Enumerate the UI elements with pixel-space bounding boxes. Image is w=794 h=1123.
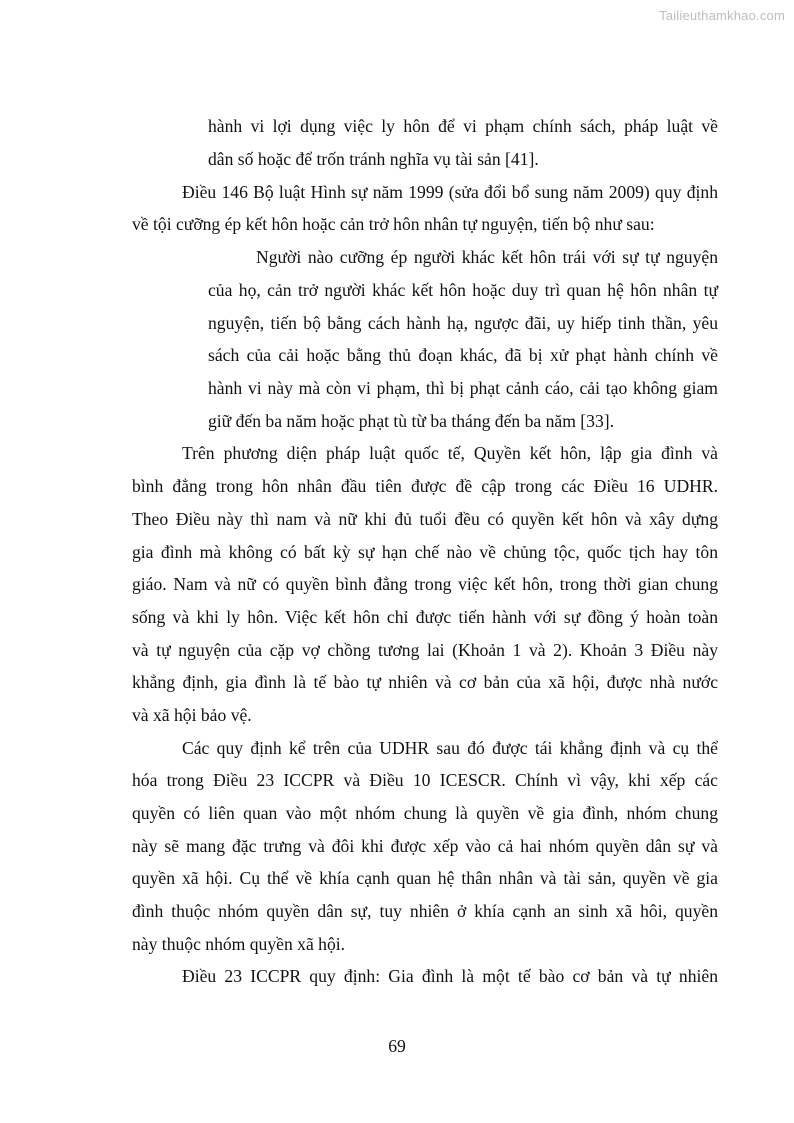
quote-line: giữ đến ba năm hoặc phạt tù từ ba tháng đến ba năm [33]. bbox=[208, 411, 615, 431]
text-line: Điều 23 ICCPR quy định: Gia đình là một tế bào cơ bản và tự nhiên bbox=[182, 966, 718, 986]
text-line: này thuộc nhóm quyền xã hội. bbox=[132, 934, 346, 954]
text-line: dân số hoặc để trốn tránh nghĩa vụ tài sản [41]. bbox=[208, 149, 539, 169]
text-line: bình đẳng trong hôn nhân đầu tiên được đề cập trong các Điều 16 UDHR. bbox=[132, 476, 718, 496]
text-line: gia đình mà không có bất kỳ sự hạn chế nào về chủng tộc, quốc tịch hay tôn bbox=[132, 542, 718, 562]
text-line: hóa trong Điều 23 ICCPR và Điều 10 ICESCR. Chính vì vậy, khi xếp các bbox=[132, 770, 718, 790]
text-line: đình thuộc nhóm quyền dân sự, tuy nhiên ở khía cạnh an sinh xã hôi, quyền bbox=[132, 901, 718, 921]
quote-line: sách của cải hoặc bằng thủ đoạn khác, đã bị xử phạt hành chính về bbox=[208, 345, 718, 365]
quote-line: hành vi này mà còn vi phạm, thì bị phạt cảnh cáo, cải tạo không giam bbox=[208, 378, 718, 398]
quote-line: nguyện, tiến bộ bằng cách hành hạ, ngược đãi, uy hiếp tinh thần, yêu bbox=[208, 313, 718, 333]
text-line: sống và khi ly hôn. Việc kết hôn chỉ được tiến hành với sự đồng ý hoàn toàn bbox=[132, 607, 718, 627]
text-line: khẳng định, gia đình là tế bào tự nhiên và cơ bản của xã hội, được nhà nước bbox=[132, 672, 718, 692]
text-line: Trên phương diện pháp luật quốc tế, Quyền kết hôn, lập gia đình và bbox=[182, 443, 718, 463]
text-line: hành vi lợi dụng việc ly hôn để vi phạm chính sách, pháp luật về bbox=[208, 116, 718, 136]
watermark: Tailieuthamkhao.com bbox=[659, 8, 785, 23]
text-line: quyền xã hội. Cụ thể về khía cạnh quan hệ thân nhân và tài sản, quyền về gia bbox=[132, 868, 718, 888]
text-line: Điều 146 Bộ luật Hình sự năm 1999 (sửa đổi bổ sung năm 2009) quy định bbox=[182, 182, 718, 202]
text-line: quyền có liên quan vào một nhóm chung là quyền về gia đình, nhóm chung bbox=[132, 803, 718, 823]
text-line: Theo Điều này thì nam và nữ khi đủ tuổi đều có quyền kết hôn và xây dựng bbox=[132, 509, 718, 529]
text-line: Các quy định kể trên của UDHR sau đó được tái khẳng định và cụ thể bbox=[182, 738, 718, 758]
text-line: về tội cưỡng ép kết hôn hoặc cản trở hôn nhân tự nguyện, tiến bộ như sau: bbox=[132, 214, 655, 234]
text-line: và tự nguyện của cặp vợ chồng tương lai (Khoản 1 và 2). Khoản 3 Điều này bbox=[132, 640, 718, 660]
quote-line: của họ, cản trở người khác kết hôn hoặc duy trì quan hệ hôn nhân tự bbox=[208, 280, 718, 300]
text-line: giáo. Nam và nữ có quyền bình đẳng trong việc kết hôn, trong thời gian chung bbox=[132, 574, 718, 594]
page-number: 69 bbox=[388, 1036, 406, 1056]
quote-line: Người nào cưỡng ép người khác kết hôn trái với sự tự nguyện bbox=[256, 247, 718, 267]
text-line: và xã hội bảo vệ. bbox=[132, 705, 252, 725]
text-line: này sẽ mang đặc trưng và đôi khi được xếp vào cả hai nhóm quyền dân sự và bbox=[132, 836, 718, 856]
